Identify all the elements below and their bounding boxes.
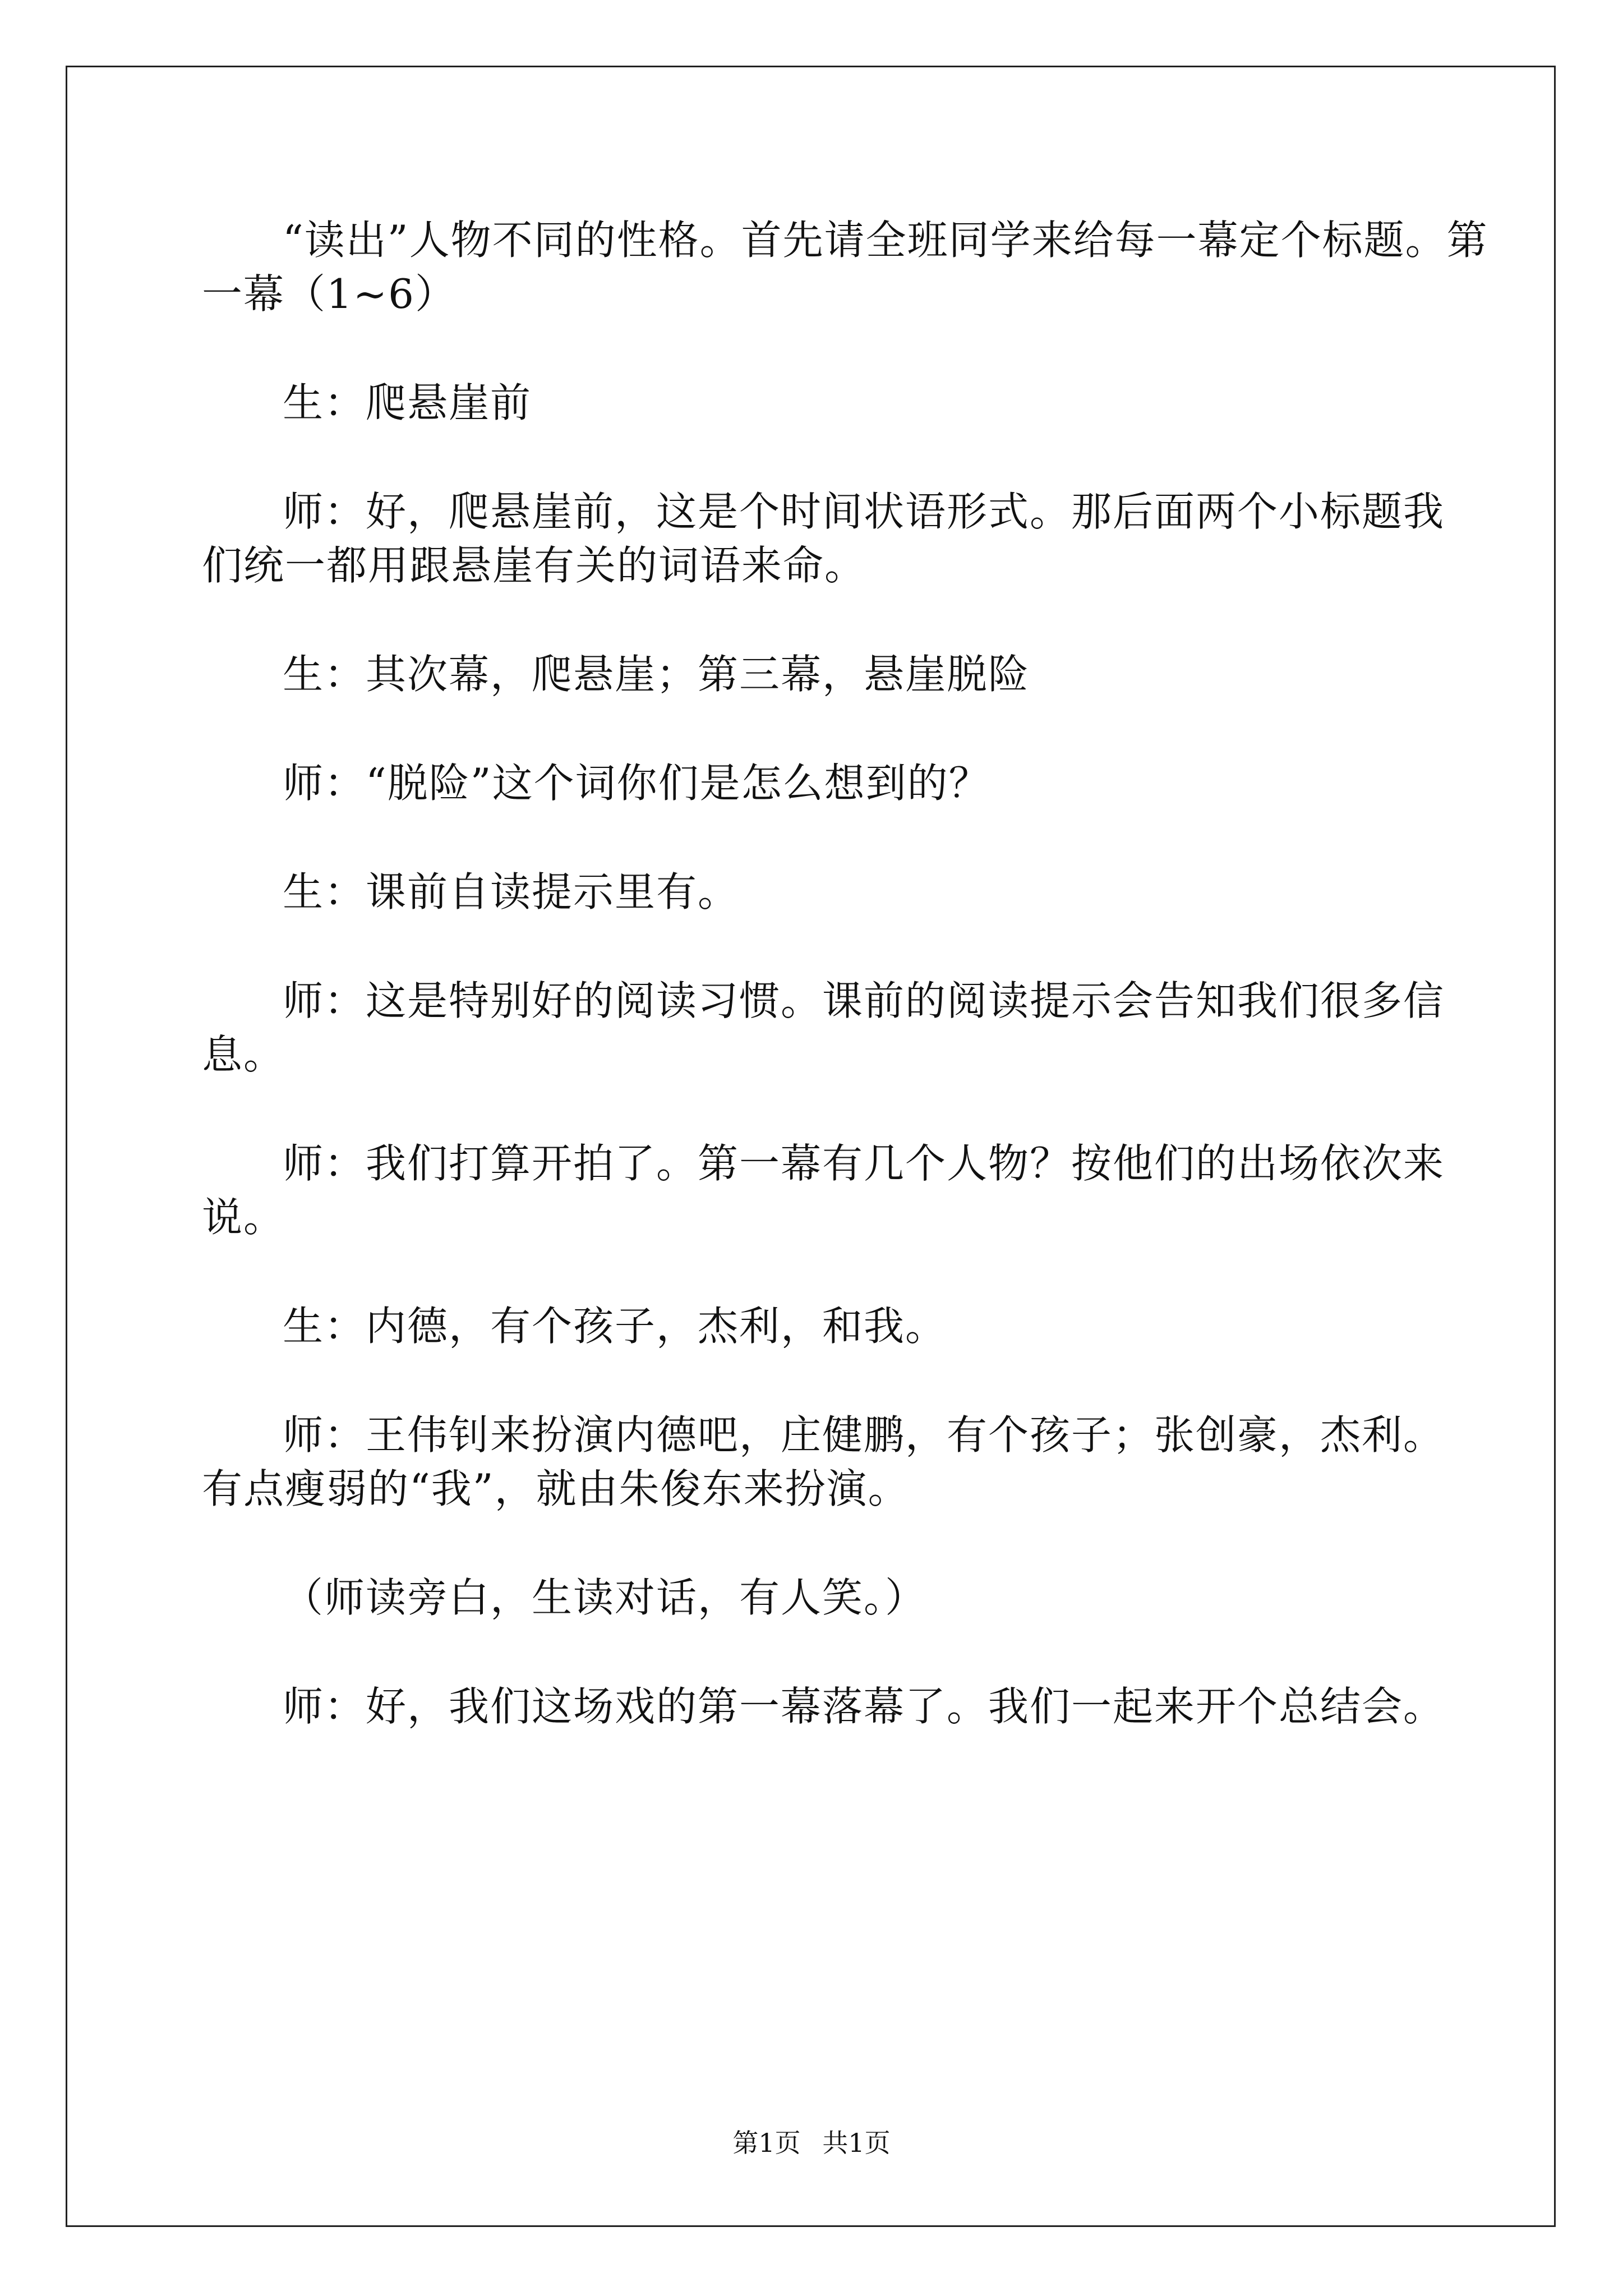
paragraph-line: 们统一都用跟悬崖有关的词语来命。 (202, 542, 866, 589)
paragraph-line: 生：课前自读提示里有。 (283, 868, 740, 915)
paragraph-line: 生：爬悬崖前 (283, 379, 532, 426)
page-number-current: 第1页 (732, 2128, 801, 2158)
paragraph-line: 师：好，我们这场戏的第一幕落幕了。我们一起来开个总结会。 (283, 1683, 1445, 1730)
paragraph-line: 师：“脱险”这个词你们是怎么想到的？ (283, 760, 990, 807)
paragraph-line: 师：这是特别好的阅读习惯。课前的阅读提示会告知我们很多信 (283, 977, 1445, 1024)
paragraph-line: （师读旁白，生读对话，有人笑。） (283, 1574, 927, 1621)
document-body (202, 213, 1488, 1733)
paragraph-line: 一幕（1~6） (202, 270, 457, 318)
paragraph-line: 师：好，爬悬崖前，这是个时间状语形式。那后面两个小标题我 (283, 488, 1445, 535)
paragraph-line: “读出”人物不同的性格。首先请全班同学来给每一幕定个标题。第 (283, 217, 1488, 264)
paragraph-line: 息。 (202, 1031, 285, 1078)
paragraph-line: 师：王伟钊来扮演内德吧，庄健鹏，有个孩子；张创豪，杰利。 (283, 1411, 1445, 1458)
paragraph-line: 有点瘦弱的“我”，就由朱俊东来扮演。 (202, 1465, 910, 1512)
paragraph-line: 生：内德，有个孩子，杰利，和我。 (283, 1303, 947, 1350)
paragraph-line: 师：我们打算开拍了。第一幕有几个人物？按他们的出场依次来 (283, 1140, 1445, 1187)
page-footer (0, 2126, 1623, 2160)
page-number-total: 共1页 (822, 2128, 891, 2158)
paragraph-line: 生：其次幕，爬悬崖；第三幕，悬崖脱险 (283, 651, 1030, 698)
paragraph-line: 说。 (202, 1194, 285, 1241)
